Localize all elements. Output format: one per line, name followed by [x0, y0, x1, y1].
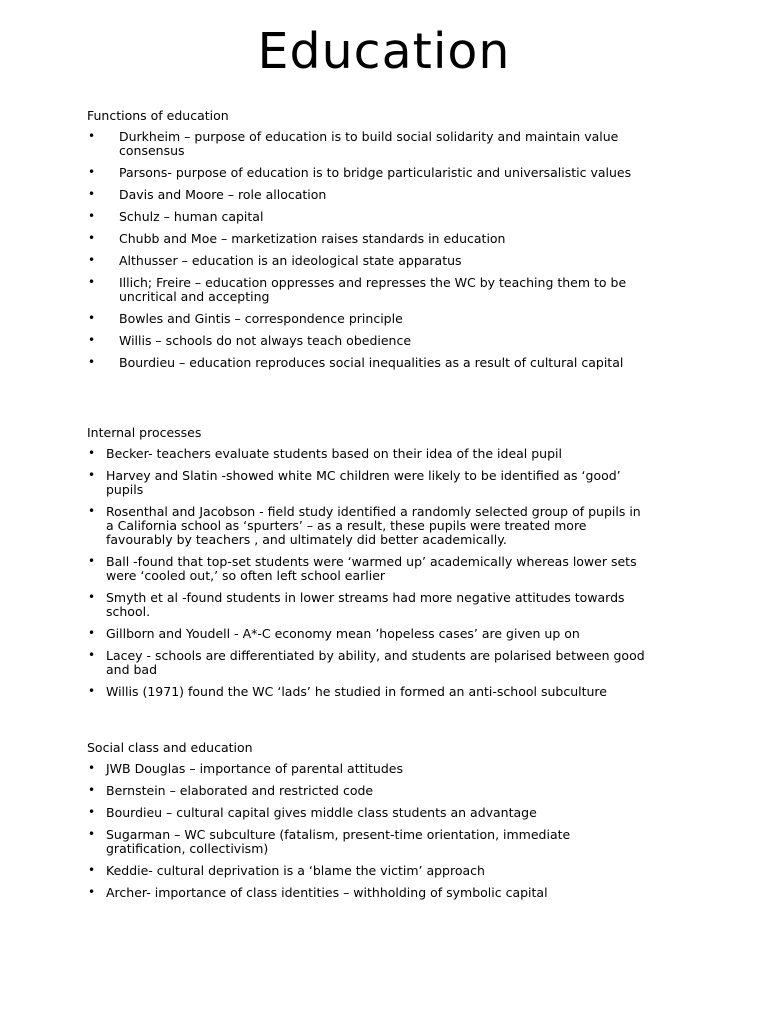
- list-item: [87, 627, 647, 641]
- list-item-text: Parsons- purpose of education is to bridge particularistic and universalistic values: [119, 165, 632, 180]
- page-title: Education: [257, 23, 511, 80]
- social-class-list: [87, 762, 647, 908]
- bullet-icon: •: [88, 504, 96, 518]
- list-item-text: Ball -found that top-set students were ‘warmed up’ academically whereas lower sets were ‘cooled out,’ so often left school earlier: [106, 554, 637, 583]
- list-item-text: Sugarman – WC subculture (fatalism, present-time orientation, immediate gratification, collectivism): [106, 827, 571, 856]
- list-item-text: Chubb and Moe – marketization raises standards in education: [119, 231, 506, 246]
- bullet-icon: •: [88, 626, 96, 640]
- list-item: [87, 166, 647, 180]
- list-item-text: Smyth et al -found students in lower streams had more negative attitudes towards school.: [106, 590, 625, 619]
- list-item: [87, 356, 647, 370]
- bullet-icon: •: [88, 468, 96, 482]
- list-item: [87, 806, 647, 820]
- bullet-icon: •: [88, 355, 96, 369]
- bullet-icon: •: [88, 648, 96, 662]
- list-item-text: Gillborn and Youdell - A*-C economy mean ’hopeless cases’ are given up on: [106, 626, 580, 641]
- bullet-icon: •: [88, 333, 96, 347]
- list-item: [87, 591, 647, 619]
- bullet-icon: •: [88, 885, 96, 899]
- list-item-text: Harvey and Slatin -showed white MC children were likely to be identified as ‘good’ pupils: [106, 468, 621, 497]
- list-item-text: Schulz – human capital: [119, 209, 264, 224]
- list-item-text: Davis and Moore – role allocation: [119, 187, 327, 202]
- list-item: [87, 447, 647, 461]
- list-item: [87, 784, 647, 798]
- list-item-text: Lacey - schools are differentiated by ability, and students are polarised between good and bad: [106, 648, 645, 677]
- bullet-icon: •: [88, 761, 96, 775]
- list-item: [87, 828, 647, 856]
- list-item-text: Althusser – education is an ideological state apparatus: [119, 253, 462, 268]
- bullet-icon: •: [88, 275, 96, 289]
- bullet-icon: •: [88, 209, 96, 223]
- list-item-text: Durkheim – purpose of education is to build social solidarity and maintain value consensus: [119, 129, 619, 158]
- bullet-icon: •: [88, 554, 96, 568]
- list-item: [87, 685, 647, 699]
- list-item: [87, 130, 647, 158]
- bullet-icon: •: [88, 863, 96, 877]
- list-item: [87, 210, 647, 224]
- bullet-icon: •: [88, 827, 96, 841]
- list-item: [87, 254, 647, 268]
- list-item-text: Keddie- cultural deprivation is a ‘blame the victim’ approach: [106, 863, 485, 878]
- list-item: [87, 232, 647, 246]
- bullet-icon: •: [88, 253, 96, 267]
- list-item: [87, 762, 647, 776]
- list-item: [87, 555, 647, 583]
- list-item: [87, 312, 647, 326]
- list-item-text: Bourdieu – cultural capital gives middle class students an advantage: [106, 805, 537, 820]
- bullet-icon: •: [88, 684, 96, 698]
- list-item-text: Bernstein – elaborated and restricted code: [106, 783, 374, 798]
- list-item: [87, 649, 647, 677]
- list-item-text: Archer- importance of class identities – withholding of symbolic capital: [106, 885, 548, 900]
- list-item-text: JWB Douglas – importance of parental attitudes: [106, 761, 403, 776]
- list-item: [87, 469, 647, 497]
- section-heading-internal: Internal processes: [87, 425, 202, 440]
- section-heading-functions: Functions of education: [87, 108, 229, 123]
- list-item: [87, 864, 647, 878]
- bullet-icon: •: [88, 165, 96, 179]
- functions-list: [87, 130, 647, 378]
- list-item-text: Willis – schools do not always teach obedience: [119, 333, 412, 348]
- list-item-text: Becker- teachers evaluate students based on their idea of the ideal pupil: [106, 446, 562, 461]
- internal-processes-list: [87, 447, 647, 707]
- bullet-icon: •: [88, 187, 96, 201]
- list-item-text: Rosenthal and Jacobson - field study identified a randomly selected group of pupils in a California school as ‘spurters’ – as a result, these pupils were treated more favourably by teachers , and ultimately did better academically.: [106, 504, 641, 547]
- list-item-text: Illich; Freire – education oppresses and represses the WC by teaching them to be uncritical and accepting: [119, 275, 627, 304]
- bullet-icon: •: [88, 311, 96, 325]
- list-item: [87, 886, 647, 900]
- list-item: [87, 334, 647, 348]
- list-item: [87, 505, 647, 547]
- bullet-icon: •: [88, 129, 96, 143]
- bullet-icon: •: [88, 446, 96, 460]
- list-item-text: Bourdieu – education reproduces social inequalities as a result of cultural capital: [119, 355, 624, 370]
- list-item-text: Willis (1971) found the WC ‘lads’ he studied in formed an anti-school subculture: [106, 684, 607, 699]
- list-item: [87, 188, 647, 202]
- section-heading-social-class: Social class and education: [87, 740, 253, 755]
- bullet-icon: •: [88, 783, 96, 797]
- list-item: [87, 276, 647, 304]
- bullet-icon: •: [88, 805, 96, 819]
- bullet-icon: •: [88, 590, 96, 604]
- list-item-text: Bowles and Gintis – correspondence principle: [119, 311, 403, 326]
- bullet-icon: •: [88, 231, 96, 245]
